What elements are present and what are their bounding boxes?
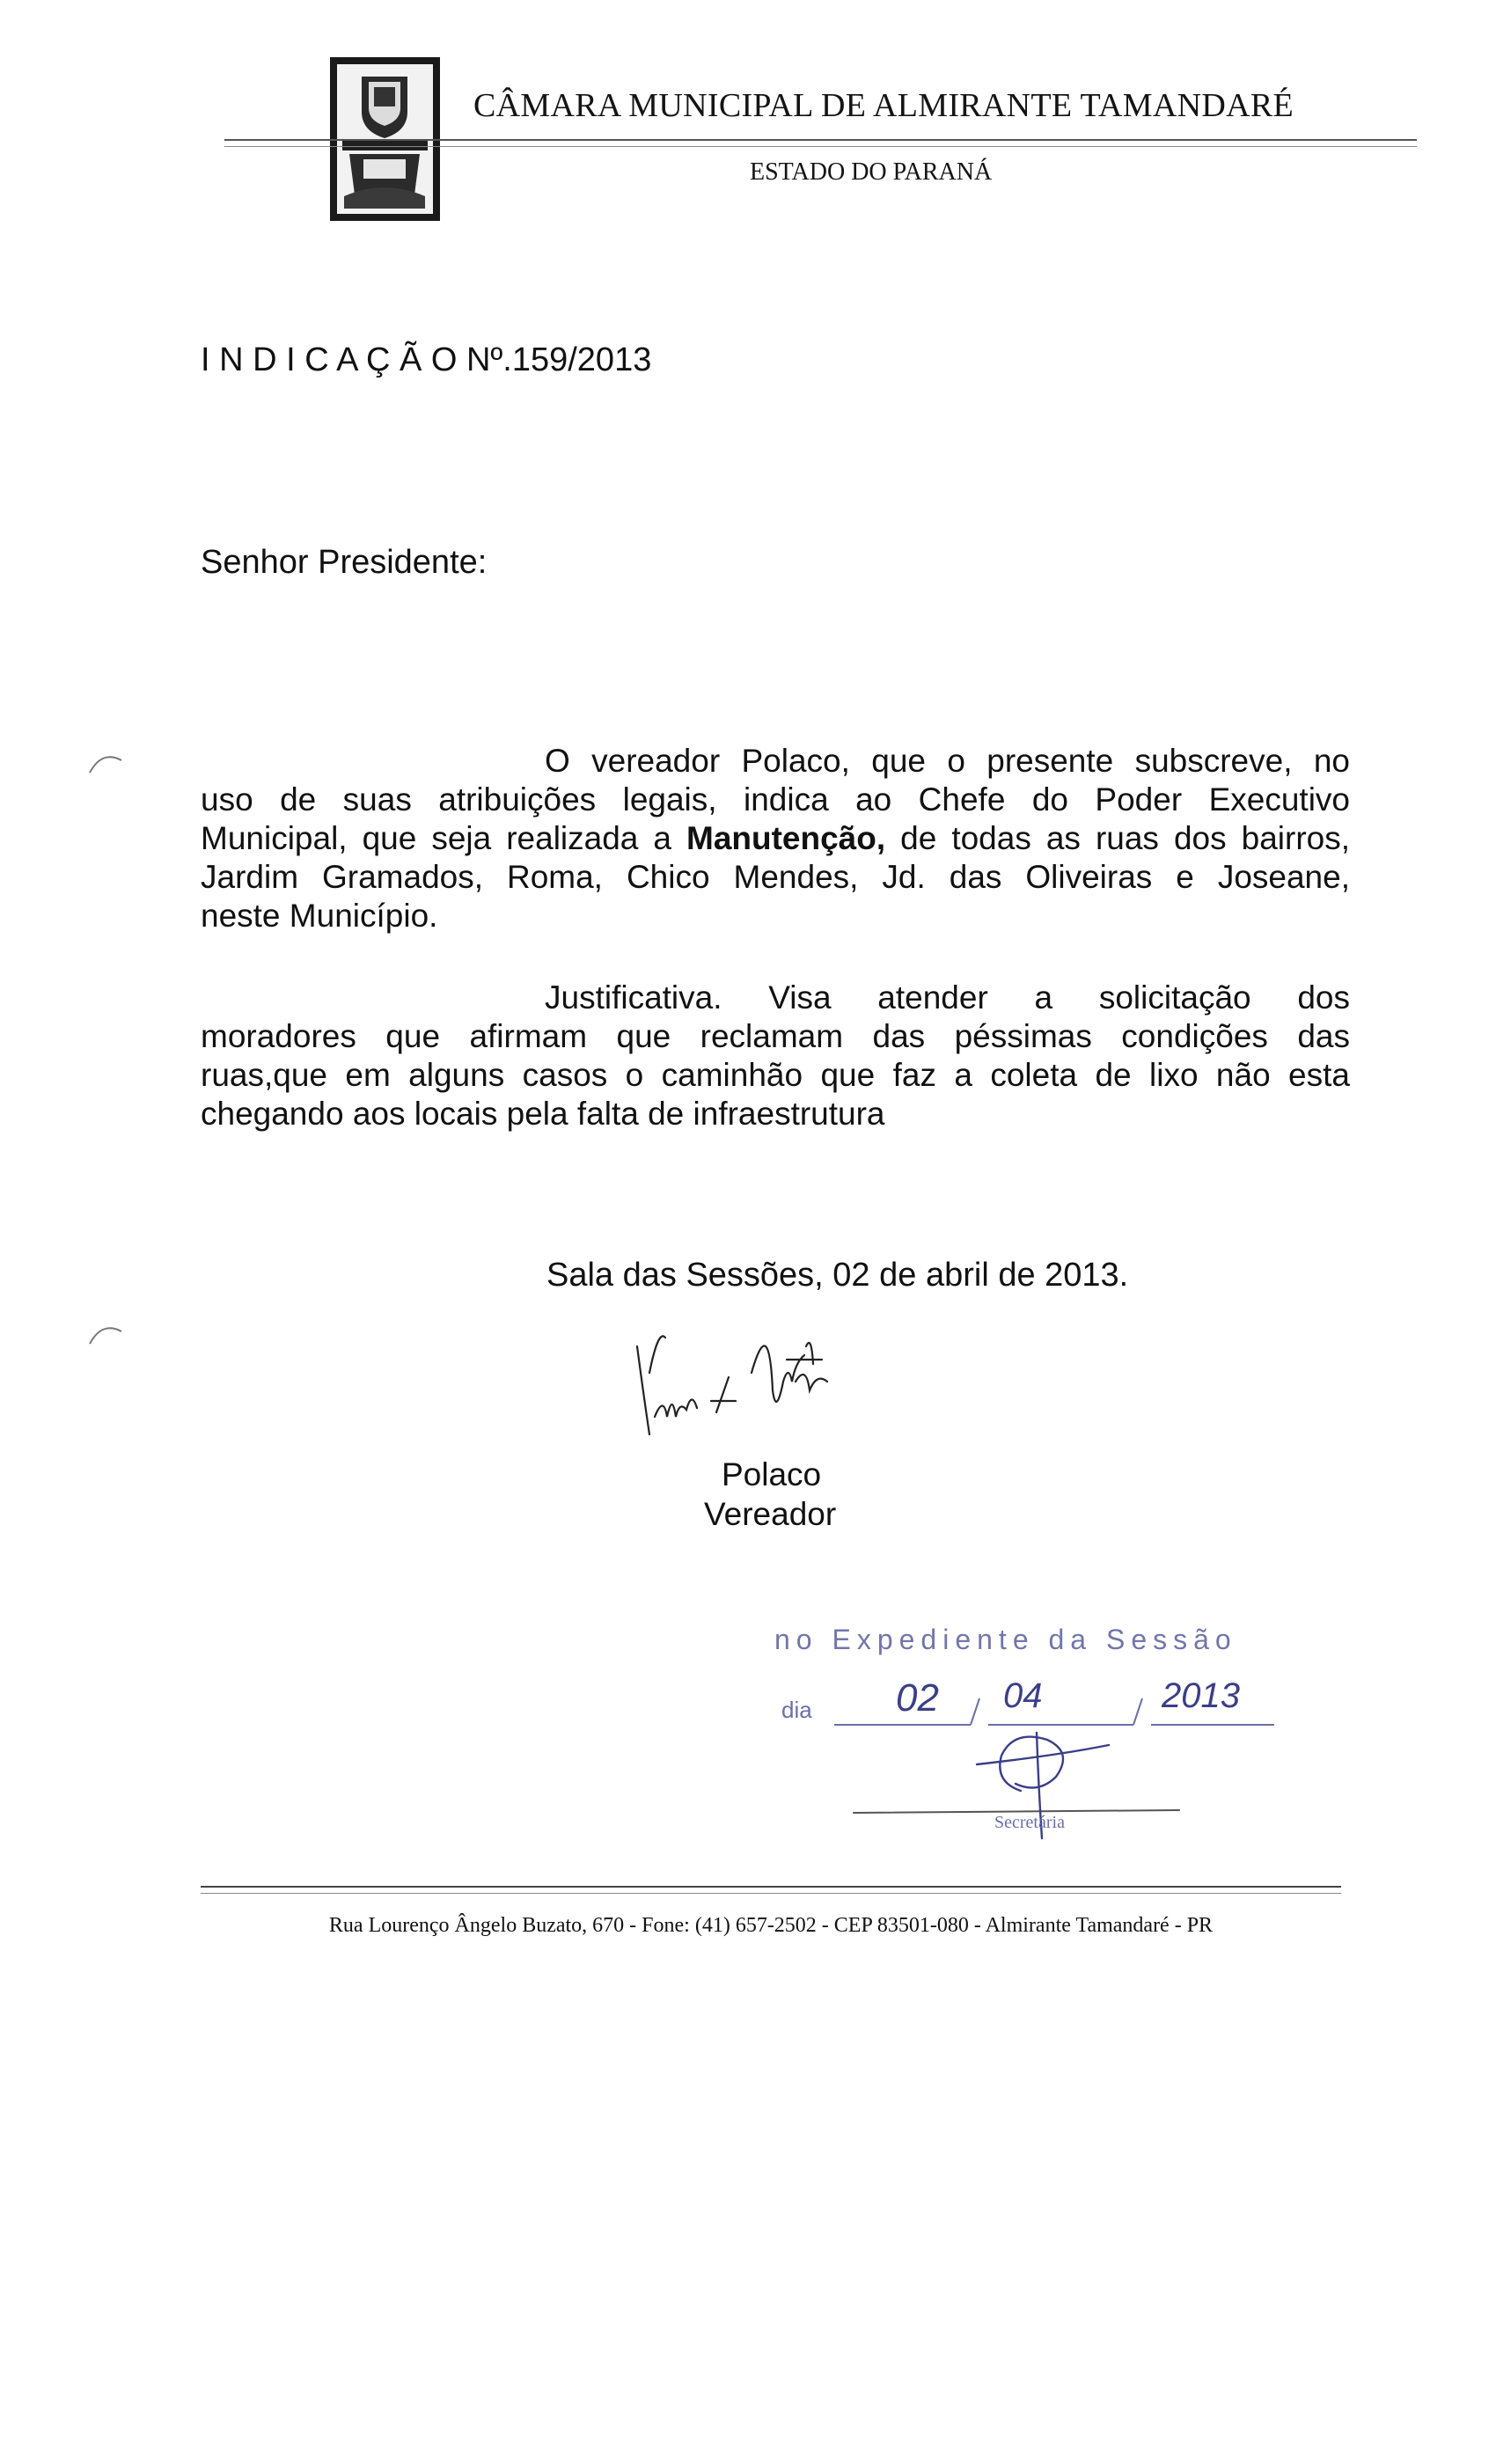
paragraph-line [201, 819, 1350, 858]
signer-name: Polaco [722, 1456, 822, 1492]
request-paragraph [201, 742, 1350, 935]
paragraph-line: neste Município. [201, 898, 438, 934]
organization-state: ESTADO DO PARANÁ [750, 158, 993, 186]
stamp-title: no Expediente da Sessão [774, 1624, 1237, 1655]
stamp-day: 02 [896, 1676, 939, 1720]
scan-mark-icon [86, 746, 127, 787]
salutation: Senhor Presidente: [201, 544, 488, 581]
stamp-year: 2013 [1162, 1676, 1240, 1715]
scan-mark-icon [86, 1317, 127, 1358]
stamp-month: 04 [1003, 1676, 1043, 1715]
handwritten-signature [620, 1320, 884, 1443]
footer-rule-thin [201, 1893, 1341, 1894]
paragraph-line: O vereador Polaco, que o presente subscreve, no [545, 743, 1350, 779]
header-rule [224, 139, 1417, 141]
paragraph-text: Municipal, que seja realizada a [201, 820, 686, 856]
stamp-role: Secretária [994, 1813, 1065, 1832]
paragraph-line: ruas,que em alguns casos o caminhão que faz a coleta de lixo não esta [201, 1057, 1350, 1093]
document-number: I N D I C A Ç Ã O Nº.159/2013 [201, 341, 652, 378]
paragraph-line: Justificativa. Visa atender a solicitação dos [545, 979, 1350, 1016]
emphasized-term: Manutenção, [686, 820, 886, 856]
paragraph-line: chegando aos locais pela falta de infraestrutura [201, 1096, 885, 1132]
header-rule-thin [224, 146, 1417, 147]
footer-rule [201, 1886, 1341, 1888]
organization-name: CÂMARA MUNICIPAL DE ALMIRANTE TAMANDARÉ [473, 87, 1294, 124]
paragraph-text: de todas as ruas dos bairros, [885, 820, 1350, 856]
paragraph-line: Jardim Gramados, Roma, Chico Mendes, Jd. das Oliveiras e Joseane, [201, 859, 1350, 895]
justification-paragraph [201, 979, 1350, 1133]
paragraph-line: moradores que afirmam que reclamam das péssimas condições das [201, 1018, 1350, 1054]
stamp-day-label: dia [781, 1697, 812, 1723]
signer-role: Vereador [704, 1496, 837, 1532]
place-and-date: Sala das Sessões, 02 de abril de 2013. [546, 1257, 1129, 1294]
paragraph-line: uso de suas atribuições legais, indica ao Chefe do Poder Executivo [201, 781, 1350, 818]
footer-address: Rua Lourenço Ângelo Buzato, 670 - Fone: (41) 657-2502 - CEP 83501-080 - Almirante Tamandaré - PR [328, 1914, 1214, 1937]
